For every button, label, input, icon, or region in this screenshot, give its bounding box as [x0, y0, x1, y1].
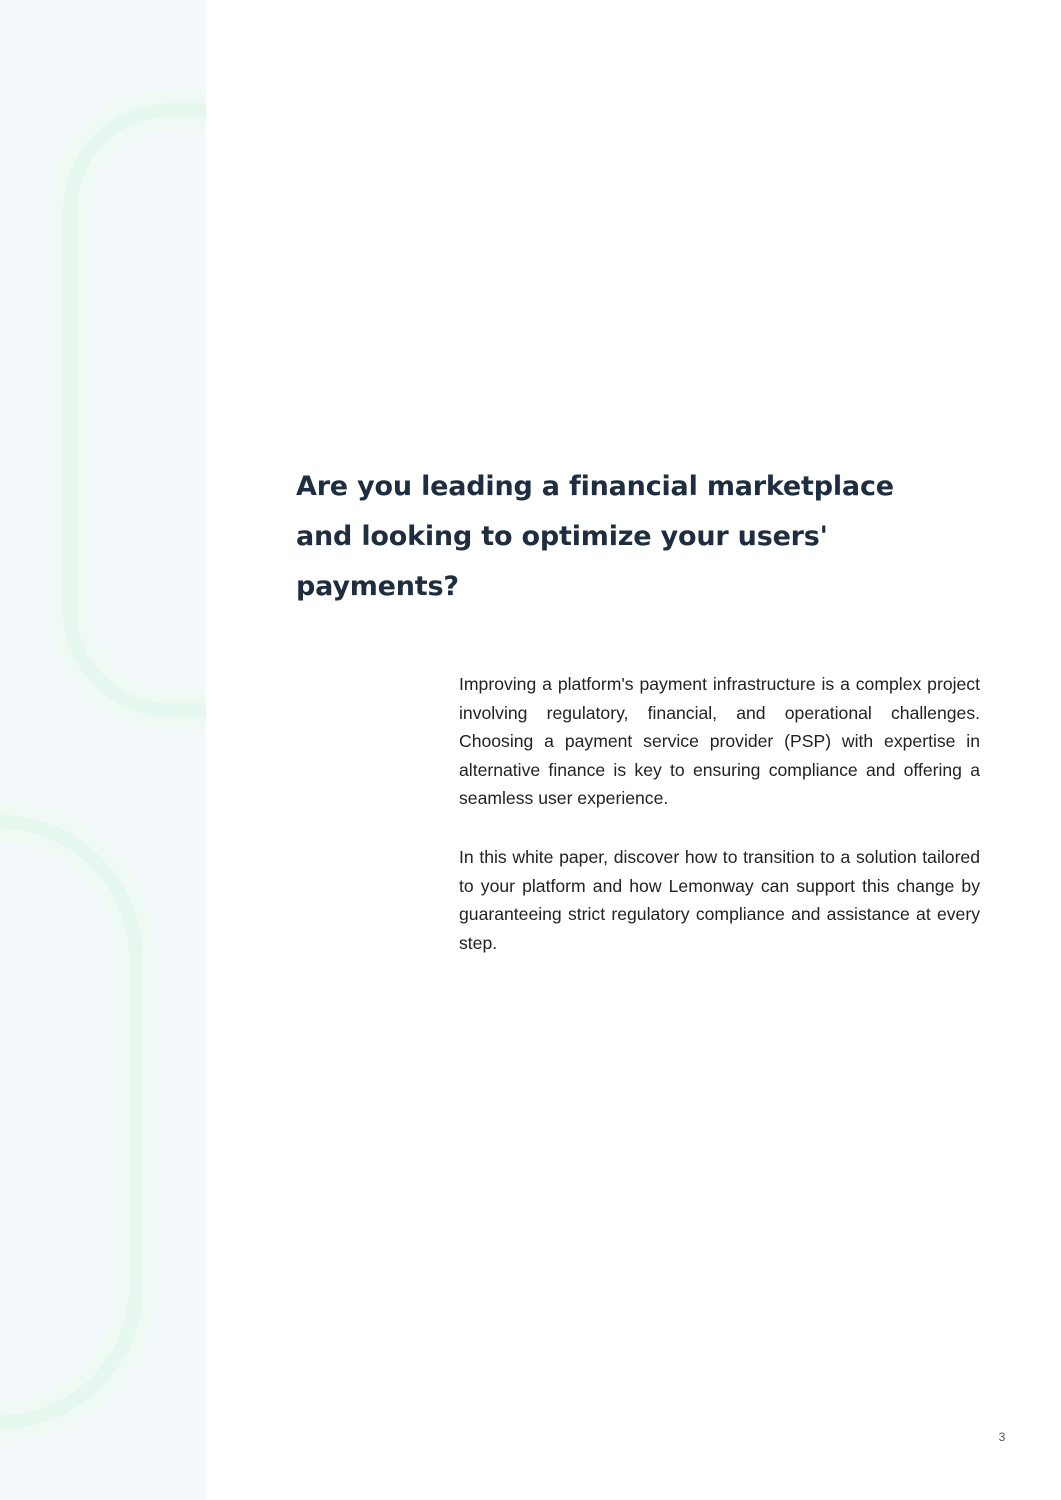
page-heading: Are you leading a financial marketplace and looking to optimize your users' payments? — [296, 471, 894, 602]
decorative-rounded-loops — [0, 0, 206, 1500]
intro-paragraph: Improving a platform's payment infrastructure is a complex project involving regulatory, financial, and operational challenges. Choosing a payment service provider (PSP) with expertise in alternative finance is key to ensuring compliance and offering a seamless user experience. — [459, 674, 980, 809]
decorative-side-panel — [0, 0, 206, 1500]
white-paper-paragraph: In this white paper, discover how to transition to a solution tailored to your platform and how Lemonway can support this change by guaranteeing strict regulatory compliance and assistance at every step. — [459, 846, 980, 953]
page-number: 3 — [998, 1430, 1006, 1444]
body-text — [459, 670, 980, 987]
